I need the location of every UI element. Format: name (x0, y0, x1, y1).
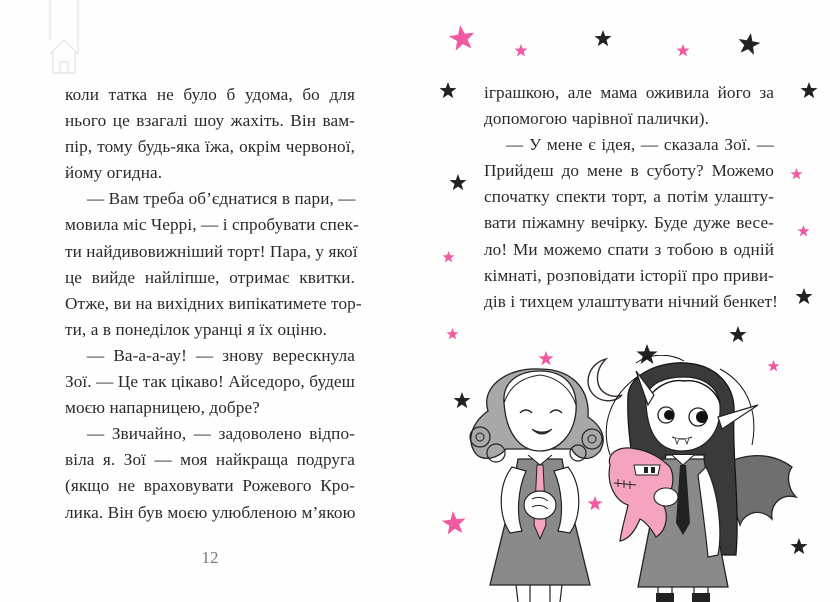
text-line: коли татка не було б удома, бо для (65, 85, 355, 104)
text-line: спочатку спекти торт, а потім улашту- (484, 187, 774, 207)
black-star-icon (729, 326, 747, 343)
pink-star-icon (790, 168, 803, 180)
text-line: лика. Він був моєю улюбленою м’якою (65, 502, 356, 522)
pink-star-icon (442, 251, 455, 263)
text-line: іграшкою, але мама оживила його за (484, 83, 774, 102)
text-line: моєю напарницею, добре? (65, 398, 260, 418)
black-star-icon (735, 31, 762, 57)
text-line: пір, тому будь-яка їжа, окрім червоної, (65, 137, 355, 157)
black-star-icon (449, 174, 467, 191)
left-page-text (65, 82, 362, 526)
text-line: ти, а в понеділок уранці я їх оціню. (65, 319, 328, 339)
text-line: йому огидна. (65, 163, 163, 183)
illustration-two-girls (440, 355, 840, 602)
pink-star-icon (797, 225, 810, 237)
text-line: ти найдивовижніший торт! Пара, у якої (65, 241, 358, 261)
black-star-icon (800, 82, 818, 99)
text-line: дів і тихцем улаштувати нічний бенкет! (484, 291, 778, 311)
text-line: — Ва-а-а-ау! — знову верескнула (87, 345, 355, 365)
text-line: кімнаті, розповідати історії про приви- (484, 265, 774, 285)
black-star-icon (439, 82, 457, 99)
text-line: Отже, ви на вихідних випікатимете тор- (65, 293, 362, 313)
text-line: Зої. — Це так цікаво! Айседоро, будеш (65, 372, 355, 392)
home-bookmark-icon (48, 0, 80, 74)
text-line: мовила міс Черрі, — і спробувати спек- (65, 215, 359, 235)
black-star-icon (594, 30, 612, 47)
text-line: — Вам треба об’єднатися в пари, — (87, 189, 356, 209)
pink-star-icon (446, 328, 459, 340)
text-line: (якщо не враховувати Рожевого Кро- (65, 476, 355, 496)
text-line: Прийдеш до мене в суботу? Можемо (484, 161, 774, 181)
girl-isadora (606, 355, 796, 602)
black-star-icon (795, 288, 813, 305)
pink-star-icon (446, 23, 477, 53)
pink-star-icon (514, 44, 528, 57)
text-line: — У мене є ідея, — сказала Зої. — (506, 135, 774, 155)
text-line: нього це взагалі шоу жахіть. Він вам- (65, 111, 355, 131)
girl-zoe (470, 369, 603, 602)
crescent-moon-icon (588, 359, 622, 401)
home-bookmark-button[interactable] (48, 0, 80, 74)
text-line: допомогою чарівної палички). (484, 109, 710, 129)
text-line: вати піжамну вечірку. Буде дуже весе- (484, 213, 774, 233)
page-number: 12 (201, 548, 219, 567)
right-page-text (484, 80, 778, 315)
text-line: — Звичайно, — задоволено відпо- (87, 424, 355, 444)
text-line: ло! Ми можемо спати з тобою в одній (484, 239, 774, 259)
pink-star-icon (676, 44, 690, 57)
text-line: це вийде найліпше, отримає квитки. (65, 267, 355, 287)
text-line: віла я. Зої — моя найкраща подруга (65, 450, 355, 470)
